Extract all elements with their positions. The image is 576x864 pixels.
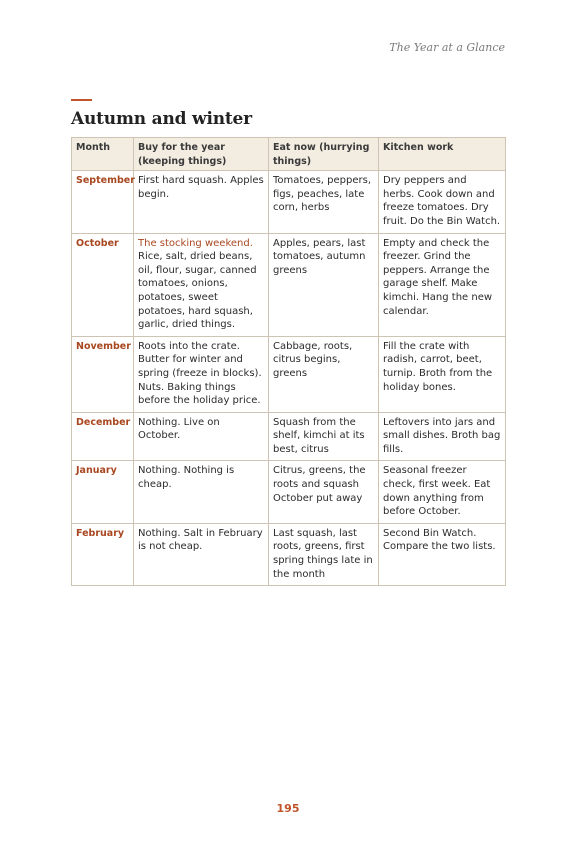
eat-cell: Squash from the shelf, kimchi at its best, citrus [269, 412, 379, 461]
column-header-eat: Eat now (hurrying things) [269, 138, 379, 171]
accent-rule [71, 99, 92, 101]
month-cell: October [72, 233, 134, 336]
month-cell: January [72, 461, 134, 523]
buy-lead-text: The stocking weekend. [138, 237, 253, 249]
buy-text: Roots into the crate. Butter for winter and spring (freeze in blocks). Nuts. Baking things before the holiday price. [138, 340, 262, 407]
eat-cell: Citrus, greens, the roots and squash October put away [269, 461, 379, 523]
work-cell: Leftovers into jars and small dishes. Broth bag fills. [379, 412, 506, 461]
month-cell: September [72, 171, 134, 233]
eat-cell: Last squash, last roots, greens, first spring things late in the month [269, 523, 379, 585]
eat-cell: Apples, pears, last tomatoes, autumn greens [269, 233, 379, 336]
column-header-buy: Buy for the year (keeping things) [134, 138, 269, 171]
table-header-row [72, 138, 506, 171]
table-row [72, 523, 506, 585]
buy-cell [134, 523, 269, 585]
buy-text: Nothing. Live on October. [138, 416, 220, 442]
month-cell: November [72, 336, 134, 412]
month-cell: December [72, 412, 134, 461]
table-row [72, 171, 506, 233]
column-header-month: Month [72, 138, 134, 171]
running-head: The Year at a Glance [389, 41, 505, 54]
buy-text: Rice, salt, dried beans, oil, flour, sugar, canned tomatoes, onions, potatoes, sweet potatoes, hard squash, garlic, dried things. [138, 251, 257, 331]
buy-cell [134, 336, 269, 412]
month-cell: February [72, 523, 134, 585]
table-row [72, 412, 506, 461]
buy-cell [134, 171, 269, 233]
eat-cell: Tomatoes, peppers, figs, peaches, late corn, herbs [269, 171, 379, 233]
buy-text: First hard squash. Apples begin. [138, 175, 264, 200]
work-cell: Second Bin Watch. Compare the two lists. [379, 523, 506, 585]
eat-cell: Cabbage, roots, citrus begins, greens [269, 336, 379, 412]
table-row [72, 233, 506, 336]
year-at-a-glance-table [71, 137, 506, 586]
work-cell: Seasonal freezer check, first week. Eat down anything from before October. [379, 461, 506, 523]
work-cell: Fill the crate with radish, carrot, beet, turnip. Broth from the holiday bones. [379, 336, 506, 412]
column-header-work: Kitchen work [379, 138, 506, 171]
page-number: 195 [276, 802, 300, 815]
section-title: Autumn and winter [71, 109, 252, 129]
buy-text: Nothing. Salt in February is not cheap. [138, 527, 263, 553]
buy-cell [134, 233, 269, 336]
buy-cell [134, 412, 269, 461]
buy-cell [134, 461, 269, 523]
table-row [72, 336, 506, 412]
work-cell: Dry peppers and herbs. Cook down and freeze tomatoes. Dry fruit. Do the Bin Watch. [379, 171, 506, 233]
table-row [72, 461, 506, 523]
work-cell: Empty and check the freezer. Grind the peppers. Arrange the garage shelf. Make kimchi. Hang the new calendar. [379, 233, 506, 336]
buy-text: Nothing. Nothing is cheap. [138, 465, 235, 491]
